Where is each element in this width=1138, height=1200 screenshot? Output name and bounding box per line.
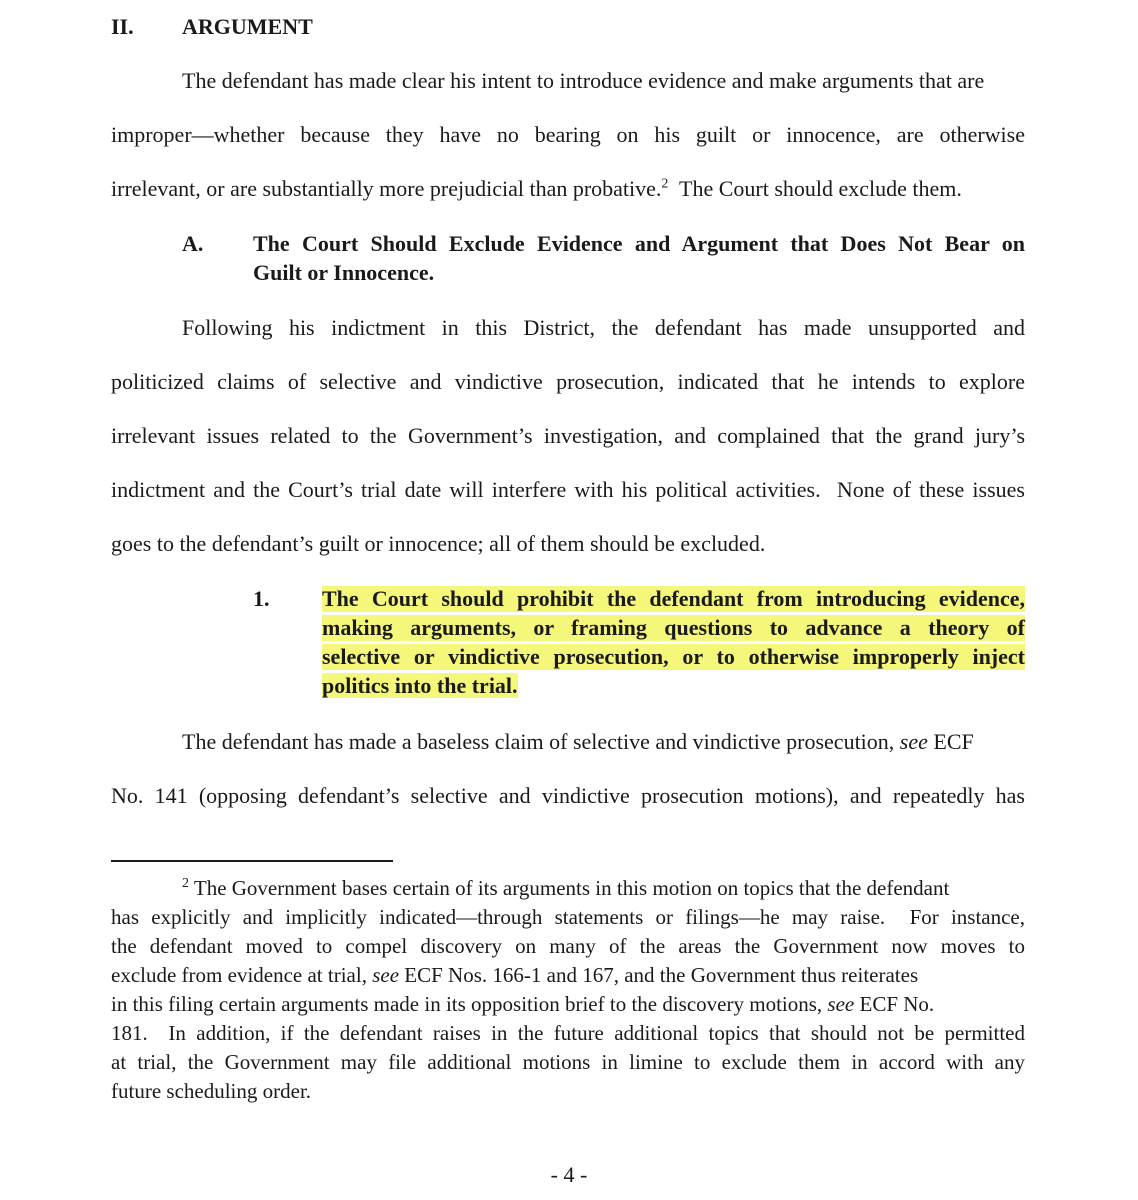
subsection-1-title-line-4 [322,673,518,699]
subsection-1-title-text-2: making arguments, or framing questions to advance a theory of [322,615,1025,640]
footnote-line-2 [111,903,1025,931]
intro-line-3 [111,176,962,202]
subsection-a-title-line-1 [253,231,1025,257]
para-1-line-2 [111,783,1025,809]
para-a-line-1-text: Following his indictment in this District, the defendant has made unsupported and [182,315,1025,340]
footnote-separator [111,860,393,862]
subsection-1-title-line-1 [322,586,1025,612]
footnote-line-5-tail: ECF No. [854,992,935,1016]
section-number: II. [111,14,134,39]
subsection-a-title-text-1: The Court Should Exclude Evidence and Argument that Does Not Bear on [253,231,1025,256]
para-1-line-1-text: The defendant has made a baseless claim of selective and vindictive prosecution, [182,729,900,754]
footnote-line-4-tail: ECF Nos. 166-1 and 167, and the Government thus reiterates [399,963,919,987]
footnote-line-4-text: exclude from evidence at trial, [111,963,373,987]
para-a-line-4-text: indictment and the Court’s trial date will interfere with his political activities. None of these issues [111,477,1025,502]
footnote-line-5-text: in this filing certain arguments made in its opposition brief to the discovery motions, [111,992,828,1016]
footnote-line-1-text: The Government bases certain of its arguments in this motion on topics that the defendant [189,876,950,900]
footnote-line-7-text: at trial, the Government may file additional motions in limine to exclude them in accord with any [111,1050,1025,1074]
subsection-1-label: 1. [253,586,270,611]
footnote-line-7 [111,1048,1025,1076]
para-a-line-5: goes to the defendant’s guilt or innocence; all of them should be excluded. [111,531,766,556]
intro-line-2-text: improper—whether because they have no bearing on his guilt or innocence, are otherwise [111,122,1025,147]
footnote-line-4 [111,961,1025,989]
footnote-line-6 [111,1019,1025,1047]
intro-line-1: The defendant has made clear his intent to introduce evidence and make arguments that are [182,68,985,93]
footnote-line-3-text: the defendant moved to compel discovery on many of the areas the Government now moves to [111,934,1025,958]
para-1-see: see [899,729,928,754]
intro-line-3-tail: The Court should exclude them. [668,176,962,201]
para-a-line-1 [182,315,1025,341]
intro-line-3-text: irrelevant, or are substantially more prejudicial than probative. [111,176,662,201]
footnote-line-2-text: has explicitly and implicitly indicated—through statements or filings—he may raise. For instance, [111,905,1025,929]
footnote-marker: 2 [182,876,189,891]
footnote-line-1 [182,874,1025,902]
footnote-ref: 2 [661,176,669,192]
footnote-see-2: see [827,992,855,1016]
subsection-a-title-line-2: Guilt or Innocence. [253,260,435,285]
subsection-1-title-line-3 [322,644,1025,670]
footnote-line-3 [111,932,1025,960]
para-1-line-1-tail: ECF [927,729,974,754]
para-a-line-2 [111,369,1025,395]
footnote-line-5 [111,990,1025,1018]
intro-line-2 [111,122,1025,148]
para-a-line-4 [111,477,1025,503]
footnote-line-8: future scheduling order. [111,1079,312,1103]
subsection-1-title-text-3: selective or vindictive prosecution, or to otherwise improperly inject [322,644,1025,669]
para-a-line-3 [111,423,1025,449]
page-number: - 4 - [550,1162,588,1187]
para-1-line-2-text: No. 141 (opposing defendant’s selective and vindictive prosecution motions), and repeatedly has [111,783,1025,808]
subsection-a-label: A. [182,231,204,256]
subsection-1-title-text-1: The Court should prohibit the defendant from introducing evidence, [322,586,1025,611]
para-a-line-2-text: politicized claims of selective and vindictive prosecution, indicated that he intends to explore [111,369,1025,394]
subsection-1-title-line-2 [322,615,1025,641]
para-a-line-3-text: irrelevant issues related to the Government’s investigation, and complained that the grand jury’s [111,423,1025,448]
subsection-1-title-text-4: politics into the trial. [322,673,518,698]
section-title: ARGUMENT [182,14,313,39]
footnote-line-6-text: 181. In addition, if the defendant raises in the future additional topics that should not be permitted [111,1021,1025,1045]
footnote-see-1: see [372,963,400,987]
para-1-line-1 [182,729,1025,755]
